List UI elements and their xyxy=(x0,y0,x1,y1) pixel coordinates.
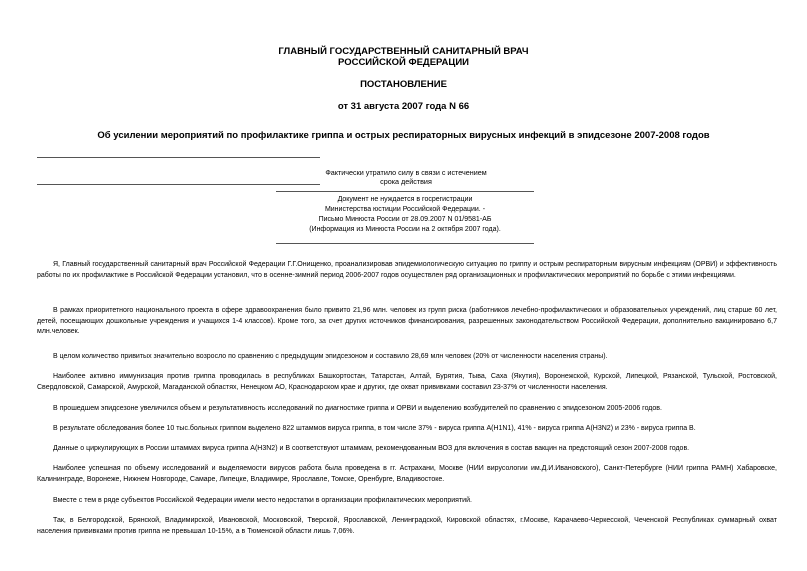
body-paragraph: Наиболее активно иммунизация против гриппа проводилась в республиках Башкортостан, Татарстан, Алтай, Бурятия, Тыва, Саха (Якутия), Воронежской, Курской, Липецкой, Рязанской, Тульской, Ростовской, Свердловской, Самарской, Амурской, Магаданской областях, Ненецком АО, Краснодарском крае и других, где охват прививками составил 23-37% от численности населения. xyxy=(37,373,777,391)
separator-line xyxy=(37,157,320,158)
separator-line xyxy=(276,243,534,244)
registration-note-line: Письмо Минюста России от 28.09.2007 N 01/9581-АБ xyxy=(318,216,492,223)
document-type: ПОСТАНОВЛЕНИЕ xyxy=(360,79,447,90)
document-date-number: от 31 августа 2007 года N 66 xyxy=(337,101,470,112)
authority-line-2: РОССИЙСКОЙ ФЕДЕРАЦИИ xyxy=(337,57,469,68)
registration-note-line: (Информация из Минюста России на 2 октября 2007 года). xyxy=(309,226,501,233)
document-title: Об усилении мероприятий по профилактике гриппа и острых респираторных вирусных инфекций в эпидсезоне 2007-2008 годов xyxy=(97,130,710,141)
body-paragraph: В результате обследования более 10 тыс.больных гриппом выделено 822 штаммов вируса гриппа, в том числе 37% - вируса гриппа А(Н1N1), 41% - вируса гриппа А(Н3N2) и 23% - вируса гриппа В. xyxy=(53,425,696,432)
registration-note-line: Министерства юстиции Российской Федерации. - xyxy=(324,206,486,213)
body-paragraph: Наиболее успешная по объему исследований и выделяемости вирусов работа была проведена в гг. Астрахани, Москве (НИИ вирусологии им.Д.И.Ивановского), Санкт-Петербурге (НИИ гриппа РАМН) Хабаровске, Калининграде, Воронеже, Нижнем Новгороде, Самаре, Липецке, Владимире, Ярославле, Томске, Оренбурге, Владивостоке. xyxy=(37,465,777,483)
registration-note-line: Документ не нуждается в госрегистрации xyxy=(337,196,473,203)
body-paragraph: Вместе с тем в ряде субъектов Российской Федерации имели место недостатки в организации профилактических мероприятий. xyxy=(53,497,472,504)
separator-line xyxy=(276,191,534,192)
registration-note xyxy=(276,195,534,235)
body-paragraph: В целом количество привитых значительно возросло по сравнению с предыдущим эпидсезоном и составило 28,69 млн человек (20% от численности населения страны). xyxy=(53,353,608,360)
body-paragraph: В прошедшем эпидсезоне увеличился объем и результативность исследований по диагностике гриппа и ОРВИ и выделению возбудителей по сравнению с эпидсезоном 2005-2006 годов. xyxy=(53,405,662,412)
separator-line xyxy=(37,184,320,185)
body-paragraph: Так, в Белгородской, Брянской, Владимирской, Ивановской, Московской, Тверской, Ярославской, Ленинградской, Кировской областях, г.Москве, Карачаево-Черкесской, Чеченской Республиках суммарный охват населения прививками против гриппа не превышал 10-15%, а в Тюменской области лишь 7,06%. xyxy=(37,517,777,535)
status-notice: Фактически утратило силу в связи с истечением срока действия xyxy=(325,168,487,186)
authority-line-1: ГЛАВНЫЙ ГОСУДАРСТВЕННЫЙ САНИТАРНЫЙ ВРАЧ xyxy=(278,46,529,57)
body-paragraph: В рамках приоритетного национального проекта в сфере здравоохранения было привито 21,96 млн. человек из групп риска (работников лечебно-профилактических и образовательных учреждений, лиц старше 60 лет, детей, посещающих дошкольные учреждения и учащихся 1-4 классов). Кроме того, за счет других источников финансирования, разрешенных законодательством Российской Федерации, дополнительно вакцинировано 6,7 млн.человек. xyxy=(37,307,777,335)
body-paragraph: Данные о циркулирующих в России штаммах вируса гриппа А(Н3N2) и В соответствуют штаммам, рекомендованным ВОЗ для включения в состав вакцин на предстоящий сезон 2007-2008 годов. xyxy=(53,445,690,452)
body-paragraph: Я, Главный государственный санитарный врач Российской Федерации Г.Г.Онищенко, проанализировав эпидемиологическую ситуацию по гриппу и острым респираторным вирусным инфекциям (ОРВИ) и эффективность работы по их профилактике в Российской Федерации установил, что в осенне-зимний период 2006-2007 годов осуществлен ряд организационных и профилактических мероприятий по борьбе с этими инфекциями. xyxy=(37,261,777,279)
